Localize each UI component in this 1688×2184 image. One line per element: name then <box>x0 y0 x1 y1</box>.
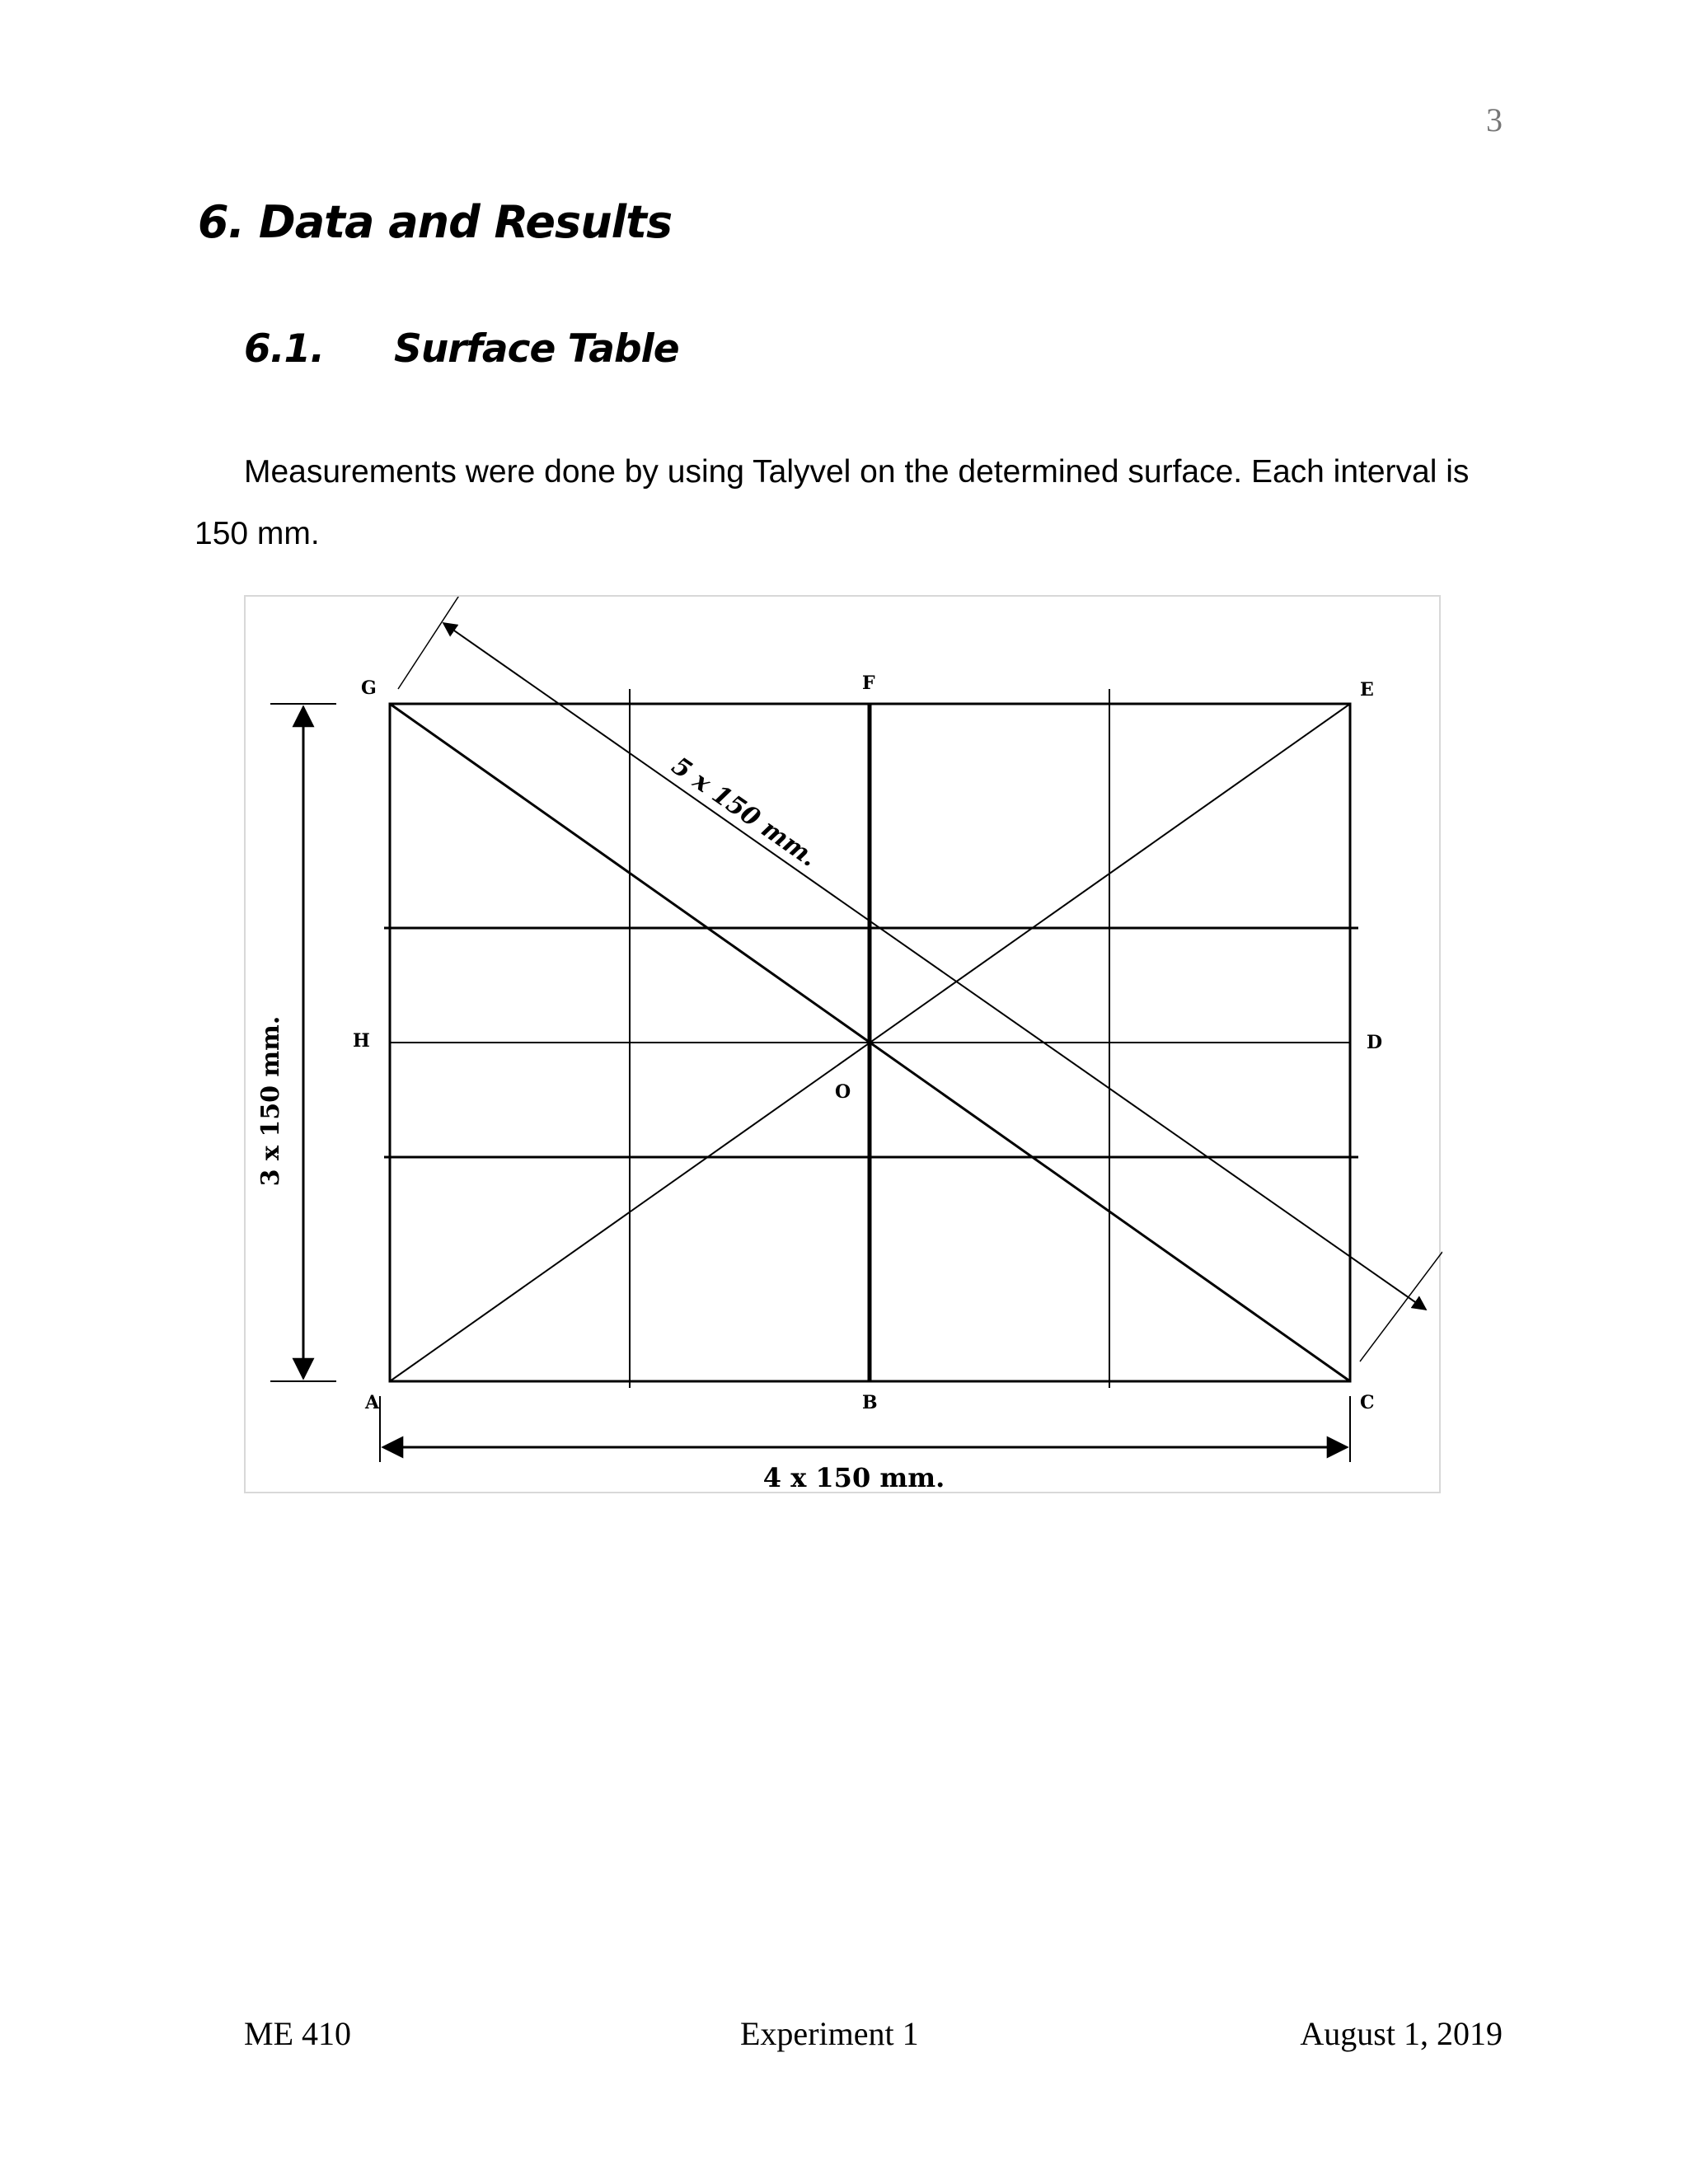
subsection-title: Surface Table <box>394 326 679 372</box>
point-label-c: C <box>1360 1392 1375 1413</box>
footer-experiment: Experiment 1 <box>740 2015 919 2052</box>
point-label-o: O <box>835 1081 851 1103</box>
body-paragraph: Measurements were done by using Talyvel on the determined surface. Each interval is 150 mm. <box>195 454 1470 551</box>
width-dimension-label: 4 x 150 mm. <box>762 1462 945 1493</box>
surface-table-figure <box>244 595 1441 1493</box>
subsection-number: 6.1. <box>244 326 325 372</box>
page-number: 3 <box>1486 101 1503 138</box>
surface-grid-diagram <box>246 597 1442 1495</box>
point-label-f: F <box>862 673 875 694</box>
footer-date: August 1, 2019 <box>1300 2015 1503 2052</box>
footer-course: ME 410 <box>244 2015 351 2052</box>
diagonal-extension-top <box>398 597 462 689</box>
section-heading: 6. Data and Results <box>198 196 673 248</box>
height-dimension-label: 3 x 150 mm. <box>256 1015 285 1187</box>
diagonal-extension-bottom <box>1360 1252 1442 1361</box>
point-label-e: E <box>1360 679 1374 701</box>
point-label-h: H <box>353 1030 370 1052</box>
point-label-a: A <box>365 1392 380 1413</box>
diagonal-dimension-label: 5 x 150 mm. <box>666 751 823 874</box>
point-label-g: G <box>361 677 377 699</box>
diagonal-dimension-line <box>443 623 1426 1310</box>
point-label-b: B <box>862 1392 878 1413</box>
point-label-d: D <box>1367 1032 1383 1053</box>
